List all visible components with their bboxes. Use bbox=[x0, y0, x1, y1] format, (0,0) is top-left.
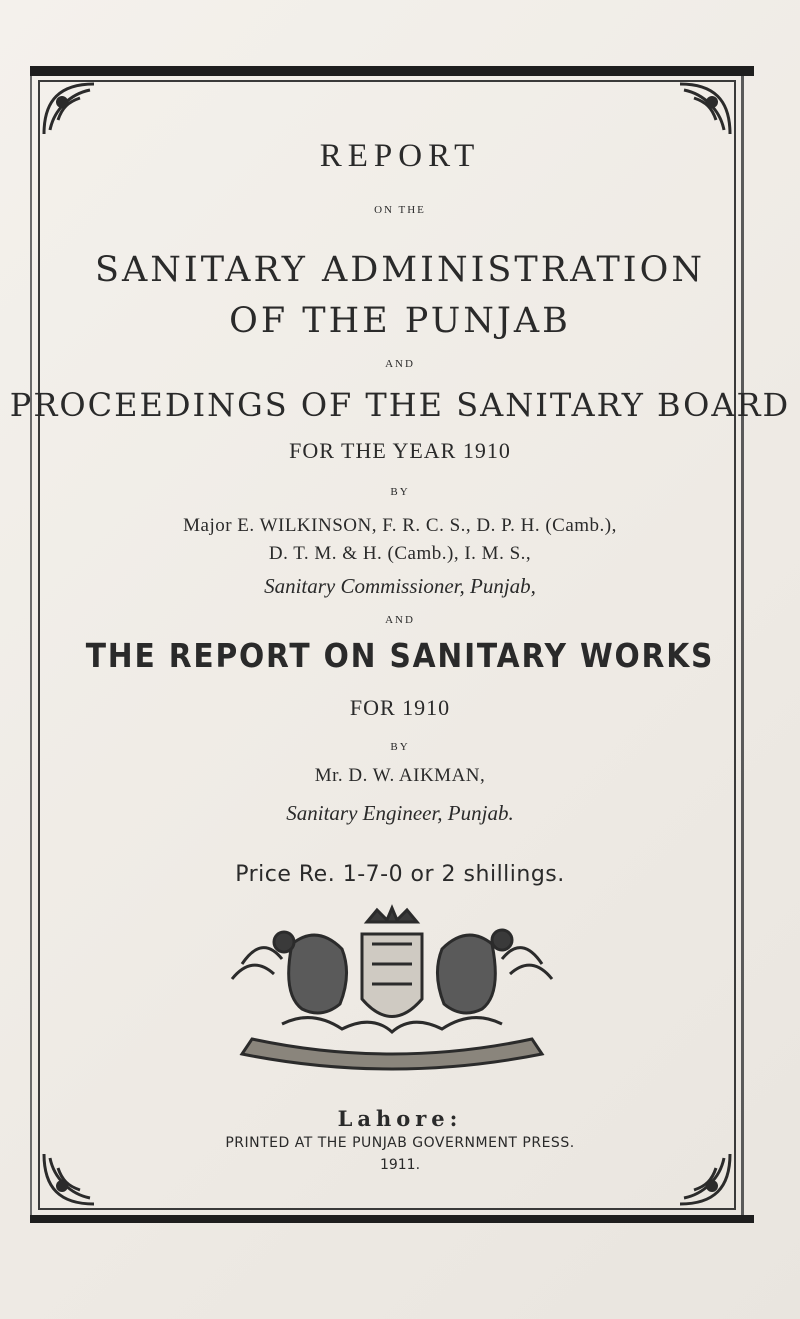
engineer-title: Sanitary Engineer, Punjab. bbox=[286, 801, 514, 825]
corner-ornament-icon bbox=[676, 80, 734, 138]
second-report-title: THE REPORT ON SANITARY WORKS bbox=[85, 636, 715, 675]
imprint-printer: PRINTED AT THE PUNJAB GOVERNMENT PRESS. bbox=[225, 1135, 575, 1151]
and-label: AND bbox=[385, 614, 415, 626]
title-line-1: SANITARY ADMINISTRATION bbox=[95, 250, 705, 290]
corner-ornament-icon bbox=[40, 80, 98, 138]
and-label: AND bbox=[385, 358, 415, 370]
imprint-year: 1911. bbox=[379, 1157, 421, 1173]
by-label: BY bbox=[390, 741, 410, 753]
bottom-rule bbox=[30, 1215, 754, 1223]
second-report-year: FOR 1910 bbox=[349, 695, 451, 720]
imprint-city: Lahore: bbox=[337, 1106, 463, 1131]
report-heading: REPORT bbox=[319, 138, 481, 174]
report-year: FOR THE YEAR 1910 bbox=[289, 438, 511, 463]
engineer-name: Mr. D. W. AIKMAN, bbox=[314, 765, 486, 786]
price-line: Price Re. 1-7-0 or 2 shillings. bbox=[235, 862, 565, 887]
author-name-line-1: Major E. WILKINSON, F. R. C. S., D. P. H. (Camb.), bbox=[183, 515, 617, 536]
author-title: Sanitary Commissioner, Punjab, bbox=[264, 574, 536, 598]
coat-of-arms-icon bbox=[222, 904, 562, 1072]
title-line-2: OF THE PUNJAB bbox=[229, 301, 571, 341]
title-line-3: PROCEEDINGS OF THE SANITARY BOARD bbox=[9, 386, 791, 424]
author-name-line-2: D. T. M. & H. (Camb.), I. M. S., bbox=[268, 543, 532, 564]
by-label: BY bbox=[390, 486, 410, 498]
on-the-label: ON THE bbox=[374, 204, 426, 216]
top-rule bbox=[30, 66, 754, 76]
